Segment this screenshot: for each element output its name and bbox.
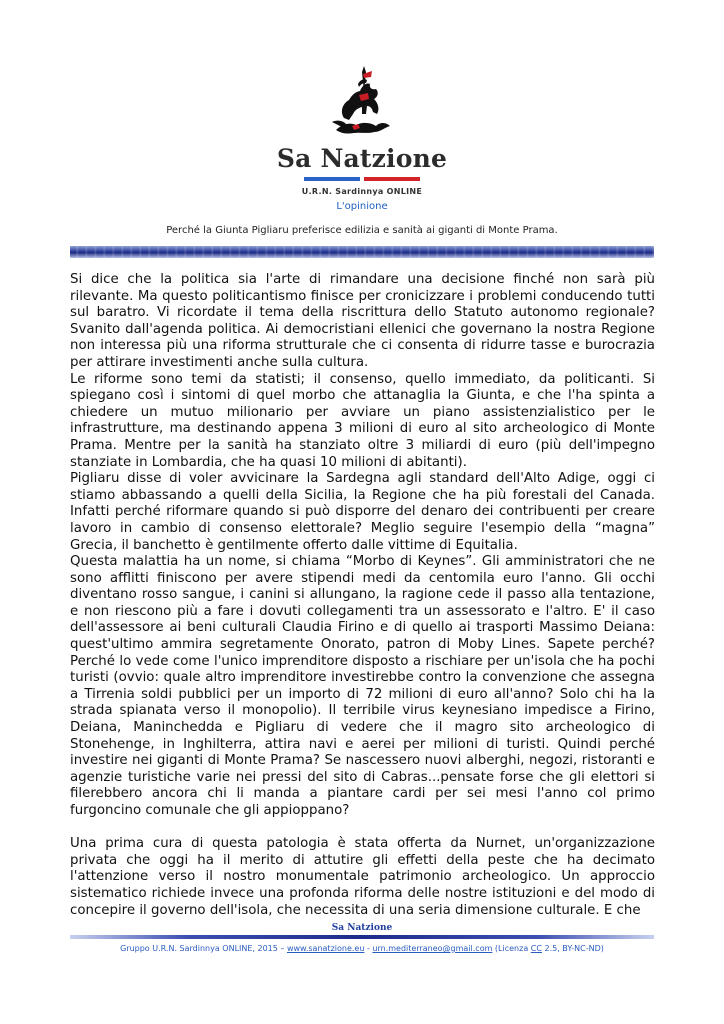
- site-brand: Sa Natzione: [276, 144, 448, 173]
- site-subtitle: U.R.N. Sardinnya ONLINE: [301, 187, 423, 196]
- license-link[interactable]: CC: [530, 944, 542, 953]
- saint-george-dragon-emblem: [322, 62, 402, 142]
- footer-prefix: Gruppo U.R.N. Sardinnya ONLINE, 2015 –: [120, 944, 287, 953]
- page-header: [0, 62, 724, 196]
- footer-separator: -: [364, 944, 373, 953]
- article-title: Perché la Giunta Pigliaru preferisce edilizia e sanità ai giganti di Monte Prama.: [166, 225, 558, 236]
- blue-bar: [304, 177, 360, 181]
- brand-color-bars: [304, 177, 420, 181]
- site-link[interactable]: www.sanatzione.eu: [286, 944, 365, 953]
- license-close: 2.5, BY-NC-ND): [541, 944, 604, 953]
- section-label: L'opinione: [336, 201, 388, 212]
- paragraph: Le riforme sono temi da statisti; il consenso, quello immediato, da politicanti. Si spiegano così i sintomi di quel morbo che attanaglia la Giunta, e che l'ha spinta a chiedere un mutuo milionario per avviare un piano assistenzialistico per le infrastrutture, ma destinando appena 3 milioni di euro al sito archeologico di Monte Prama. Mentre per la sanità ha stanziato oltre 3 miliardi di euro (più dell'impegno stanziate in Lombardia, che ha quasi 10 milioni di abitanti).: [70, 371, 655, 470]
- paragraph-spacer: [70, 820, 655, 837]
- header-divider: [70, 246, 654, 258]
- paragraph: Questa malattia ha un nome, si chiama “Morbo di Keynes”. Gli amministratori che ne sono afflitti finiscono per avere stipendi medi da centomila euro l'anno. Gli occhi diventano rosso sangue, i canini si allungano, la ragione cede il passo alla tentazione, e non riescono più a fare i dovuti collegamenti tra un assessorato e l'altro. E' il caso dell'assessore ai beni culturali Claudia Firino e di quello ai trasporti Massimo Deiana: quest'ultimo ammira segretamente Onorato, patron di Moby Lines. Sapete perché? Perché lo vede come l'unico imprenditore disposto a rischiare per un'isola che ha pochi turisti (ovvio: quale altro imprenditore investirebbe contro la convenzione che assegna a Tirrenia soldi pubblici per un importo di 72 milioni di euro all'anno? Solo chi ha la strada spianata verso il monopolio). Il terribile virus keynesiano impedisce a Firino, Deiana, Maninchedda e Pigliaru di vedere che il magro sito archeologico di Stonehenge, in Inghilterra, attira navi e aerei per milioni di turisti. Quindi perché investire nei giganti di Monte Prama? Se nascessero nuovi alberghi, negozi, ristoranti e agenzie turistiche varie nei pressi del sito di Cabras...pensate forse che gli elettori si filerebbero ancora chi li manda a piantare cardi per sei mesi l'anno col primo furgoncino comunale che gli appioppano?: [70, 554, 655, 818]
- paragraph: Una prima cura di questa patologia è stata offerta da Nurnet, un'organizzazione privata che oggi ha il merito di attutire gli effetti della peste che ha decimato l'attenzione verso il nostro monumentale patrimonio archeologico. Un approccio sistematico richiede invece una profonda riforma delle nostre istituzioni e del modo di concepire il governo dell'isola, che necessita di una seria dimensione culturale. E che: [70, 836, 655, 918]
- email-link[interactable]: urn.mediterraneo@gmail.com: [372, 944, 493, 953]
- license-open: (Licenza: [492, 944, 531, 953]
- footer-brand: Sa Natzione: [331, 923, 393, 933]
- footer-divider: [70, 935, 654, 939]
- paragraph: Pigliaru disse di voler avvicinare la Sardegna agli standard dell'Alto Adige, oggi ci stiamo abbassando a quelli della Sicilia, la Regione che ha più forestali del Canada. Infatti perché riformare quando si può disporre del denaro dei contribuenti per creare lavoro in cambio di consenso elettorale? Meglio seguire l'esempio della “magna” Grecia, il banchetto è gentilmente offerto dalle vittime di Equitalia.: [70, 471, 655, 553]
- red-bar: [364, 177, 420, 181]
- paragraph: Si dice che la politica sia l'arte di rimandare una decisione finché non sarà più rilevante. Ma questo politicantismo finisce per cronicizzare i problemi conducendo tutti sul baratro. Vi ricordate il tema della riscrittura dello Statuto autonomo regionale? Svanito dall'agenda politica. Ai democristiani ellenici che governano la nostra Regione non interessa più una riforma strutturale che ci consenta di ridurre tasse e burocrazia per attirare investimenti anche sulla cultura.: [70, 272, 655, 370]
- footer-credits: [0, 944, 724, 953]
- article-body: [70, 272, 655, 919]
